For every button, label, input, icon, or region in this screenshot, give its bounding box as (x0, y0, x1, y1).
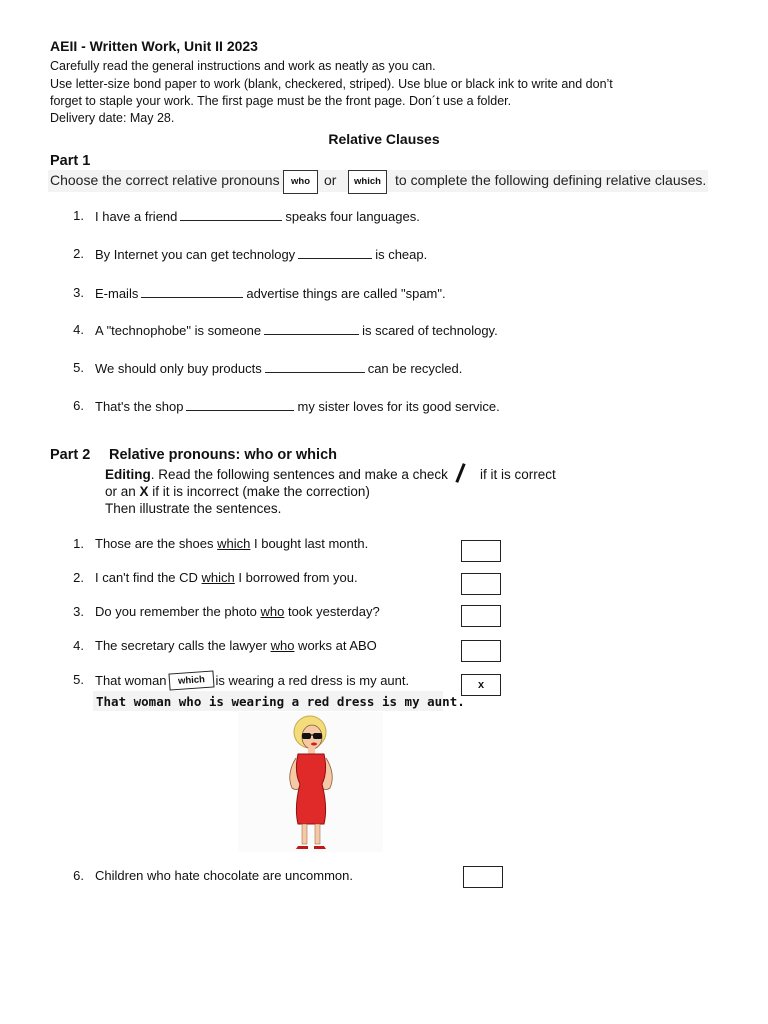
part2-item-text: That woman (95, 673, 167, 688)
editing-line-1 (105, 467, 448, 482)
part1-or: or (324, 172, 337, 188)
part2-subheading: Relative pronouns: who or which (109, 447, 337, 463)
answer-blank[interactable] (264, 322, 359, 335)
part1-prompt-end: to complete the following defining relative clauses. (395, 172, 707, 188)
part1-item-after: can be recycled. (367, 361, 463, 376)
part1-item-number: 5. (73, 360, 84, 375)
part2-item-text: I can't find the CD (95, 570, 202, 585)
part2-item-text-end: works at ABO (294, 638, 377, 653)
answer-check-box[interactable] (461, 573, 501, 595)
answer-blank[interactable] (141, 285, 243, 298)
answer-check-box[interactable] (461, 640, 501, 662)
part2-item-text: The secretary calls the lawyer (95, 638, 271, 653)
answer-check-box[interactable] (461, 540, 501, 562)
part2-item (95, 672, 409, 689)
instruction-line-1: Carefully read the general instructions and work as neatly as you can. (50, 59, 436, 73)
part1-item-after: speaks four languages. (285, 209, 420, 224)
part2-item-text-end: is wearing a red dress is my aunt. (215, 673, 410, 688)
part1-heading: Part 1 (50, 153, 91, 169)
part2-item (95, 536, 368, 551)
part2-item-text-end: took yesterday? (284, 604, 380, 619)
delivery-date: Delivery date: May 28. (50, 111, 175, 125)
part1-item (95, 246, 427, 262)
answer-blank[interactable] (180, 208, 282, 221)
option-who-box: who (283, 170, 318, 194)
part2-item (95, 570, 358, 585)
part1-item-number: 2. (73, 246, 84, 261)
part2-item-number: 4. (73, 638, 84, 653)
editing-line-2 (105, 484, 370, 499)
part2-heading: Part 2 (50, 447, 91, 463)
part1-item (95, 208, 420, 224)
line2-x: X (139, 484, 149, 499)
underlined-pronoun: which (217, 536, 251, 551)
editing-label: Editing (105, 467, 151, 482)
part2-item (95, 638, 377, 653)
option-which-box: which (348, 170, 387, 194)
part1-item (95, 360, 462, 376)
part1-item-before: A "technophobe" is someone (95, 323, 262, 338)
underlined-pronoun: who (260, 604, 285, 619)
correction-sentence: That woman who is wearing a red dress is my aunt. (96, 694, 465, 709)
answer-blank[interactable] (298, 246, 372, 259)
part2-item (95, 604, 380, 619)
part2-item-text: Children who hate chocolate are uncommon. (95, 868, 353, 883)
part1-item-number: 4. (73, 322, 84, 337)
part1-item-before: E-mails (95, 286, 139, 301)
instruction-line-2: Use letter-size bond paper to work (blank, checkered, striped). Use blue or black ink to write and don’t (50, 77, 613, 91)
line2-pre: or an (105, 484, 140, 499)
part2-item-number: 5. (73, 672, 84, 687)
answer-check-box[interactable] (463, 866, 503, 888)
part1-prompt-start: Choose the correct relative pronouns (50, 172, 280, 188)
part2-item-text: Do you remember the photo (95, 604, 261, 619)
part1-item-after: advertise things are called "spam". (246, 286, 446, 301)
part2-item-text-end: I bought last month. (250, 536, 369, 551)
underlined-pronoun: which (168, 670, 214, 690)
part1-item-number: 6. (73, 398, 84, 413)
answer-check-box[interactable]: x (461, 674, 501, 696)
illustration-woman-red-dress (238, 712, 383, 852)
part2-item-number: 2. (73, 570, 84, 585)
part1-item-after: is cheap. (375, 247, 428, 262)
answer-check-box[interactable] (461, 605, 501, 627)
part1-item (95, 398, 500, 414)
part1-item-before: By Internet you can get technology (95, 247, 296, 262)
check-mark-icon (455, 463, 465, 483)
underlined-pronoun: which (201, 570, 235, 585)
part1-item-number: 3. (73, 285, 84, 300)
section-title: Relative Clauses (328, 131, 440, 147)
part2-item-number: 6. (73, 868, 84, 883)
part1-item-after: is scared of technology. (362, 323, 498, 338)
editing-text: . Read the following sentences and make a check (150, 467, 448, 482)
worksheet-title: AEII - Written Work, Unit II 2023 (50, 38, 258, 54)
part1-item-before: We should only buy products (95, 361, 262, 376)
underlined-pronoun: who (270, 638, 295, 653)
part1-item-number: 1. (73, 208, 84, 223)
part2-item (95, 868, 353, 883)
part2-item-number: 1. (73, 536, 84, 551)
woman-red-dress-icon (238, 712, 383, 852)
part1-item-before: I have a friend (95, 209, 178, 224)
part1-item-before: That's the shop (95, 399, 184, 414)
part1-item (95, 322, 498, 338)
line2-post: if it is incorrect (make the correction) (148, 484, 370, 499)
part1-item-after: my sister loves for its good service. (297, 399, 500, 414)
part1-item (95, 285, 446, 301)
answer-blank[interactable] (265, 360, 365, 373)
part2-item-number: 3. (73, 604, 84, 619)
answer-blank[interactable] (186, 398, 294, 411)
instruction-line-3: forget to staple your work. The first page must be the front page. Don´t use a folder. (50, 94, 512, 108)
editing-text-2: if it is correct (480, 467, 556, 482)
editing-line-3: Then illustrate the sentences. (105, 501, 282, 516)
part2-item-text-end: I borrowed from you. (234, 570, 358, 585)
part2-item-text: Those are the shoes (95, 536, 218, 551)
